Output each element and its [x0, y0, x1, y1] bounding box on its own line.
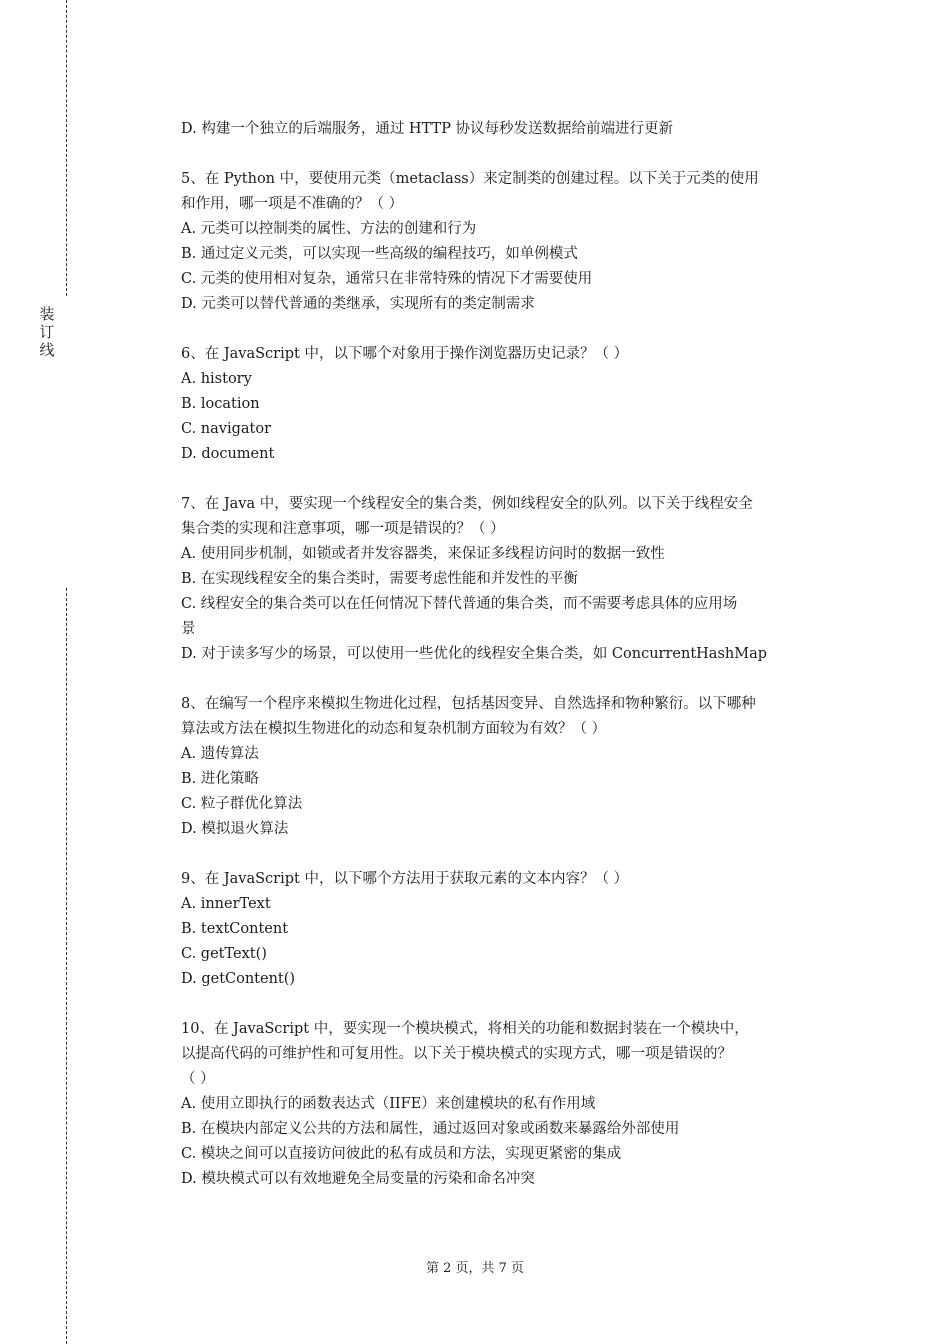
exam-content [181, 117, 841, 1192]
option-letter: A. [181, 371, 197, 387]
answer-option [181, 792, 841, 817]
option-text: 在模块内部定义公共的方法和属性，通过返回对象或函数来暴露给外部使用 [200, 1121, 680, 1137]
option-text: 元类可以控制类的属性、方法的创建和行为 [200, 221, 477, 237]
option-text: 粒子群优化算法 [200, 796, 303, 812]
option-letter: A. [181, 896, 197, 912]
option-text: getText() [200, 946, 267, 962]
option-text: getContent() [201, 971, 296, 987]
option-text: 使用同步机制，如锁或者并发容器类，来保证多线程访问时的数据一致性 [200, 546, 665, 562]
option-text: 线程安全的集合类可以在任何情况下替代普通的集合类，而不需要考虑具体的应用场 [200, 596, 738, 612]
question-stem-line: （ ） [181, 1071, 215, 1087]
option-letter: B. [181, 921, 197, 937]
question-stem-line: 集合类的实现和注意事项，哪一项是错误的？（ ） [181, 521, 505, 537]
answer-option [181, 817, 841, 842]
question-stem-line: 7、在 Java 中，要实现一个线程安全的集合类，例如线程安全的队列。以下关于线程安全 [181, 496, 753, 512]
option-letter: C. [181, 946, 197, 962]
option-text: document [201, 446, 275, 462]
question-block [181, 867, 841, 992]
answer-option [181, 917, 841, 942]
option-letter: C. [181, 796, 197, 812]
question-stem-line: 算法或方法在模拟生物进化的动态和复杂机制方面较为有效？（ ） [181, 721, 607, 737]
question-block [181, 1017, 841, 1192]
answer-option [181, 217, 841, 242]
answer-option [181, 442, 841, 467]
answer-option [181, 1117, 841, 1142]
answer-option [181, 892, 841, 917]
page-footer: 第 2 页，共 7 页 [425, 1261, 525, 1276]
binding-label-char: 装 [39, 305, 55, 323]
answer-option [181, 617, 841, 642]
answer-option [181, 567, 841, 592]
option-text: 元类的使用相对复杂，通常只在非常特殊的情况下才需要使用 [200, 271, 593, 287]
option-text: 构建一个独立的后端服务，通过 HTTP 协议每秒发送数据给前端进行更新 [201, 121, 674, 137]
option-letter: A. [181, 221, 197, 237]
question-stem-line: 5、在 Python 中，要使用元类（metaclass）来定制类的创建过程。以下关于元类的使用 [181, 171, 759, 187]
binding-line-bottom [66, 588, 67, 1344]
answer-option [181, 242, 841, 267]
option-text: 通过定义元类，可以实现一些高级的编程技巧，如单例模式 [200, 246, 578, 262]
binding-label-char: 订 [39, 323, 55, 341]
option-letter: B. [181, 571, 197, 587]
answer-option [181, 592, 841, 617]
option-text: 遗传算法 [200, 746, 259, 762]
answer-option [181, 1167, 841, 1192]
question-block [181, 342, 841, 467]
question-stem-line: 8、在编写一个程序来模拟生物进化过程，包括基因变异、自然选择和物种繁衍。以下哪种 [181, 696, 756, 712]
option-text: history [200, 371, 252, 387]
option-letter: D. [181, 1171, 197, 1187]
option-text: 元类可以替代普通的类继承，实现所有的类定制需求 [201, 296, 535, 312]
option-letter: D. [181, 121, 197, 137]
answer-option [181, 542, 841, 567]
option-letter: A. [181, 1096, 197, 1112]
option-letter: B. [181, 396, 197, 412]
option-text: 在实现线程安全的集合类时，需要考虑性能和并发性的平衡 [200, 571, 578, 587]
answer-option [181, 1142, 841, 1167]
option-text: 进化策略 [200, 771, 259, 787]
option-text: 模块模式可以有效地避免全局变量的污染和命名冲突 [201, 1171, 535, 1187]
option-text: 模拟退火算法 [201, 821, 289, 837]
question-block [181, 492, 841, 667]
option-letter: A. [181, 746, 197, 762]
option-text: location [200, 396, 260, 412]
question-list [181, 167, 841, 1192]
option-letter: B. [181, 771, 197, 787]
answer-option [181, 742, 841, 767]
option-letter: C. [181, 271, 197, 287]
answer-option [181, 392, 841, 417]
leading-option [181, 117, 841, 142]
option-letter: C. [181, 421, 197, 437]
option-letter: D. [181, 971, 197, 987]
question-stem-line: 9、在 JavaScript 中，以下哪个方法用于获取元素的文本内容？（ ） [181, 871, 629, 887]
question-stem-line: 10、在 JavaScript 中，要实现一个模块模式，将相关的功能和数据封装在一个模块中， [181, 1021, 749, 1037]
answer-option [181, 1092, 841, 1117]
option-letter: C. [181, 1146, 197, 1162]
binding-label [38, 305, 56, 359]
option-text: innerText [200, 896, 271, 912]
option-text: 使用立即执行的函数表达式（IIFE）来创建模块的私有作用域 [200, 1096, 596, 1112]
answer-option [181, 417, 841, 442]
option-letter: A. [181, 546, 197, 562]
option-letter: D. [181, 646, 197, 662]
option-letter: B. [181, 1121, 197, 1137]
option-text: textContent [200, 921, 289, 937]
answer-option [181, 292, 841, 317]
option-text: navigator [200, 421, 272, 437]
option-letter: D. [181, 296, 197, 312]
option-letter: C. [181, 596, 197, 612]
option-letter: D. [181, 446, 197, 462]
option-text: 景 [181, 621, 196, 637]
answer-option [181, 267, 841, 292]
question-stem-line: 以提高代码的可维护性和可复用性。以下关于模块模式的实现方式，哪一项是错误的？ [181, 1046, 732, 1062]
answer-option [181, 367, 841, 392]
question-block [181, 692, 841, 842]
binding-label-char: 线 [39, 341, 55, 359]
answer-option [181, 642, 841, 667]
option-letter: B. [181, 246, 197, 262]
question-stem-line: 和作用，哪一项是不准确的？（ ） [181, 196, 404, 212]
answer-option [181, 942, 841, 967]
option-letter: D. [181, 821, 197, 837]
question-stem-line: 6、在 JavaScript 中，以下哪个对象用于操作浏览器历史记录？（ ） [181, 346, 629, 362]
question-block [181, 167, 841, 317]
answer-option [181, 767, 841, 792]
option-text: 对于读多写少的场景，可以使用一些优化的线程安全集合类，如 ConcurrentHashMap [201, 646, 768, 662]
option-text: 模块之间可以直接访问彼此的私有成员和方法，实现更紧密的集成 [200, 1146, 622, 1162]
answer-option [181, 967, 841, 992]
binding-line-top [66, 0, 67, 296]
